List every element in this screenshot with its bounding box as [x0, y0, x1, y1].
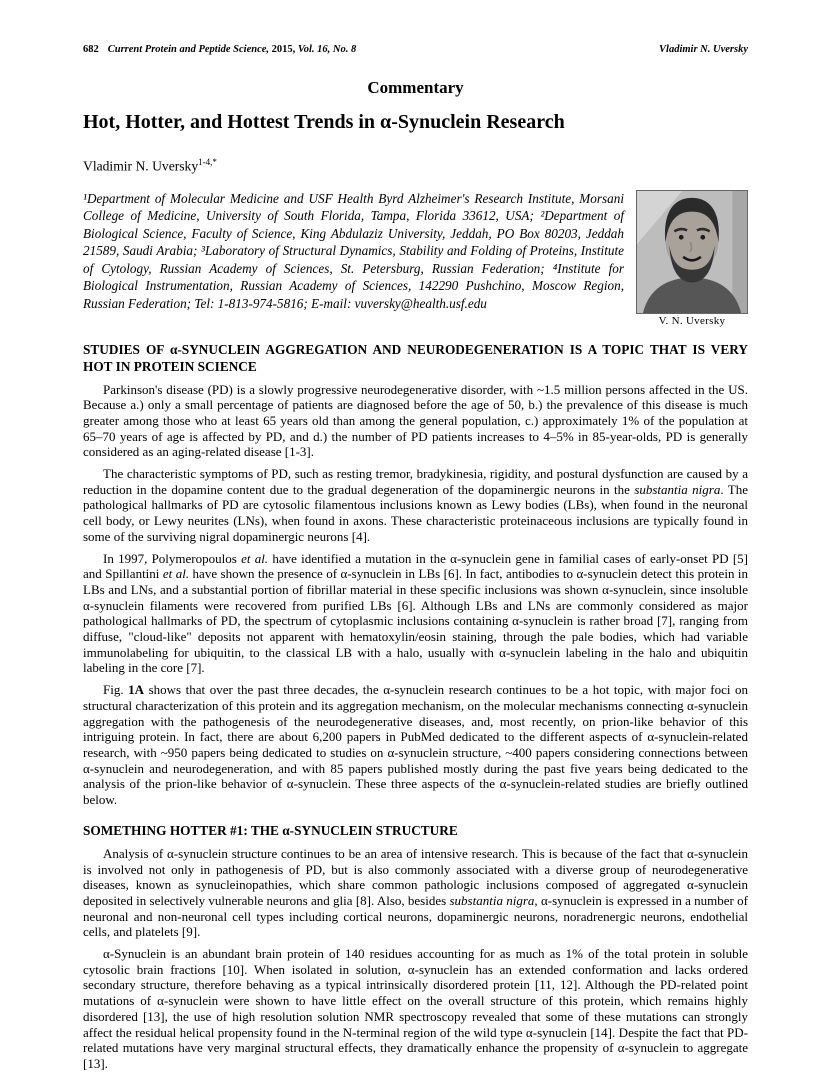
author-photo: [636, 190, 748, 314]
paragraph: Fig. 1A shows that over the past three decades, the α-synuclein research continues to be a hot topic, with major foci on structural characterization of this protein and its aggregation mechanism, on the molecular mechanisms connecting α-synuclein aggregation with the pathogenesis of the neurodegenerative diseases, and, most recently, on prion-like behavior of this intriguing protein. In fact, there are about 6,200 papers in PubMed dedicated to the different aspects of α-synuclein-related research, with ~950 papers being dedicated to studies on α-synuclein structure, ~400 papers considering connections between α-synuclein and neurodegeneration, and with 85 papers published mostly during the past five years being dedicated to the analysis of the prion-like behavior of α-synuclein. These three aspects of the α-synuclein-related studies are briefly outlined below.: [83, 682, 748, 808]
paragraph: The characteristic symptoms of PD, such as resting tremor, bradykinesia, rigidity, and postural dysfunction are caused by a reduction in the dopamine content due to the gradual degeneration of the dopaminergic neurons in the substantia nigra. The pathological hallmarks of PD are cytosolic filamentous inclusions known as Lewy bodies (LBs), when found in the neuronal cell body, or Lewy neurites (LNs), when found in axons. These characteristic proteinaceous inclusions are typically found in some of the surviving nigral dopaminergic neurons [4].: [83, 466, 749, 544]
author-affiliation-marks: 1-4,*: [198, 157, 217, 167]
affiliations-text: ¹Department of Molecular Medicine and USF Health Byrd Alzheimer's Research Institute, Morsani College of Medicine, University of South Florida, Tampa, Florida 33612, USA; ²Department of Biological Science, Faculty of Science, King Abdulaziz University, Jeddah, PO Box 80203, Jeddah 21589, Saudi Arabia; ³Laboratory of Structural Dynamics, Stability and Folding of Proteins, Institute of Cytology, Russian Academy of Sciences, St. Petersburg, Russian Federation; ⁴Institute for Biological Instrumentation, Russian Academy of Sciences, 142290 Pushchino, Moscow Region, Russian Federation; Tel: 1-813-974-5816; E-mail: vuversky@health.usf.edu: [83, 190, 624, 311]
page-number: 682: [83, 44, 99, 55]
section-aggregation-neurodegeneration: [83, 341, 748, 808]
affiliation-row: [83, 190, 748, 327]
author-name: Vladimir N. Uversky: [83, 158, 199, 174]
paragraph: In 1997, Polymeropoulos et al. have identified a mutation in the α-synuclein gene in familial cases of early-onset PD [5] and Spillantini et al. have shown the presence of α-synuclein in LBs [6]. In fact, antibodies to α-synuclein detect this protein in LBs and LNs, and a substantial portion of fibrillar material in these specific inclusions was shown α-synuclein, since insoluble α-synuclein filaments were recovered from purified LBs [6]. Although LBs and LNs are commonly considered as major pathological hallmarks of PD, the spectrum of cytoplasmic inclusions containing α-synuclein is rather broad [7], ranging from diffuse, "cloud-like" deposits not apparent with hematoxylin/eosin staining, through the pale bodies, which had variable immunolabeling for ubiquitin, to the classical LB with a halo, usually with α-synuclein labeling in the halo and ubiquitin labeling in the core [7].: [83, 550, 749, 676]
author-photo-block: [636, 190, 748, 327]
section-synuclein-structure: [83, 822, 748, 1072]
section-heading: SOMETHING HOTTER #1: THE α-SYNUCLEIN STRUCTURE: [83, 822, 458, 838]
author-portrait-graphic: [637, 191, 747, 313]
running-head: [83, 44, 748, 55]
journal-year: 2015,: [271, 44, 296, 55]
article-title: Hot, Hotter, and Hottest Trends in α-Synuclein Research: [83, 111, 565, 133]
section-heading: STUDIES OF α-SYNUCLEIN AGGREGATION AND NEURODEGENERATION IS A TOPIC THAT IS VERY HOT IN PROTEIN SCIENCE: [83, 341, 748, 374]
article-type-label: Commentary: [367, 78, 464, 97]
running-head-author: Vladimir N. Uversky: [659, 44, 748, 55]
journal-citation: Current Protein and Peptide Science,: [107, 44, 270, 55]
running-head-left: [83, 44, 356, 55]
journal-volume: Vol. 16, No. 8: [297, 44, 357, 55]
photo-caption: V. N. Uversky: [658, 314, 726, 327]
paragraph: α-Synuclein is an abundant brain protein of 140 residues accounting for as much as 1% of the total protein in soluble cytosolic brain fractions [10]. When isolated in solution, α-synuclein has an extended conformation and lacks ordered secondary structure, therefore behaving as a typical intrinsically disordered protein [11, 12]. Although the PD-related point mutations of α-synuclein were shown to have little effect on the overall structure of this protein, which remains highly disordered [13], the use of high resolution solution NMR spectroscopy revealed that some of these mutations can strongly affect the residual helical propensity found in the N-terminal region of the wild type α-synuclein [14]. Despite the fact that PD-related mutations have very marginal structural effects, they dramatically enhance the propensity of α-synuclein to aggregate [13].: [83, 946, 748, 1071]
author-line: [83, 157, 748, 175]
paragraph: Parkinson's disease (PD) is a slowly progressive neurodegenerative disorder, with ~1.5 million persons affected in the US. Because a.) only a small percentage of patients are diagnosed before the age of 50, b.) the prevalence of this disease is much greater among those who at least 65 years old than among the general population, c.) approximately 1% of the population at 65–70 years of age is affected by PD, and d.) the number of PD patients increases to 4–5% in 85-year-olds, PD is generally considered as an aging-related disease [1-3].: [83, 381, 748, 460]
paragraph: Analysis of α-synuclein structure continues to be an area of intensive research. This is because of the fact that α-synuclein is involved not only in pathogenesis of PD, but is also commonly associated with a diverse group of neurodegenerative diseases, known as synucleinopathies, which share common pathologic inclusions composed of aggregated α-synuclein deposited in selectively vulnerable neurons and glia [8]. Also, besides substantia nigra, α-synuclein is expressed in a number of neuronal and non-neuronal cell types including cortical neurons, dopaminergic neurons, noradrenergic neurons, endothelial cells, and platelets [9].: [83, 845, 748, 940]
